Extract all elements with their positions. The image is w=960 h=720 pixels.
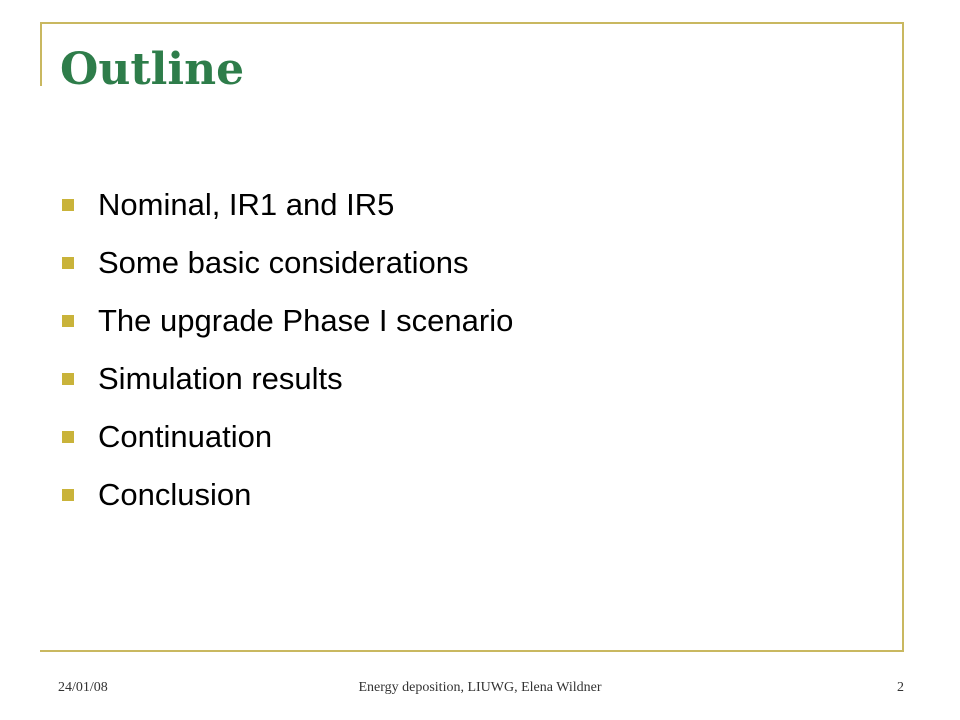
bullet-text: Some basic considerations	[98, 245, 469, 280]
bullet-item	[58, 466, 513, 524]
slide-title: Outline	[60, 44, 245, 95]
square-bullet-icon	[62, 257, 74, 269]
frame-bottom-line	[40, 650, 904, 652]
frame-right-line	[902, 22, 904, 652]
bullet-item	[58, 408, 513, 466]
frame-top-line	[40, 22, 904, 24]
bullet-item	[58, 234, 513, 292]
square-bullet-icon	[62, 315, 74, 327]
bullet-text: Simulation results	[98, 361, 343, 396]
bullet-item	[58, 350, 513, 408]
square-bullet-icon	[62, 373, 74, 385]
page-number: 2	[897, 680, 904, 695]
bullet-item	[58, 292, 513, 350]
footer-caption: Energy deposition, LIUWG, Elena Wildner	[358, 680, 602, 695]
bullet-text: Conclusion	[98, 477, 252, 512]
frame-left-line	[40, 22, 42, 86]
square-bullet-icon	[62, 431, 74, 443]
bullet-text: Nominal, IR1 and IR5	[98, 187, 395, 222]
bullet-text: The upgrade Phase I scenario	[98, 303, 514, 338]
bullet-list	[58, 176, 513, 524]
footer-date: 24/01/08	[58, 680, 108, 695]
bullet-item	[58, 176, 513, 234]
bullet-text: Continuation	[98, 419, 273, 454]
square-bullet-icon	[62, 489, 74, 501]
square-bullet-icon	[62, 199, 74, 211]
